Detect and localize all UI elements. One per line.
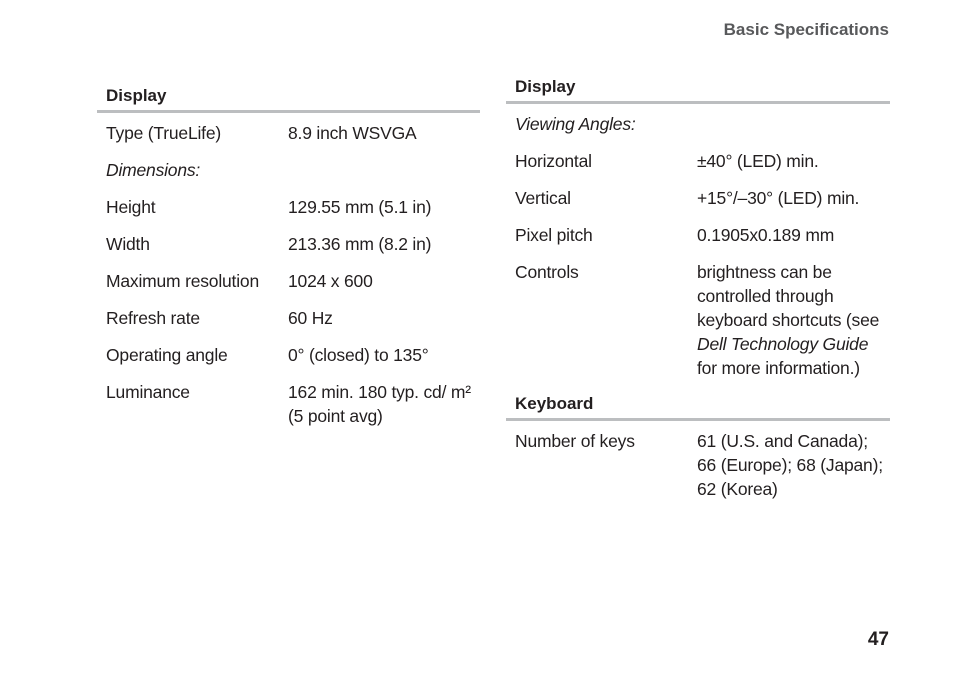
section-heading-keyboard: Keyboard — [506, 392, 890, 421]
spec-value: 8.9 inch WSVGA — [288, 123, 417, 143]
section-heading-display: Display — [97, 84, 480, 113]
spec-value: 1024 x 600 — [288, 271, 373, 291]
controls-text-end: for more information.) — [697, 358, 860, 378]
spec-row — [506, 112, 890, 149]
spec-label: Vertical — [515, 188, 571, 208]
spec-row — [97, 195, 480, 232]
page-header: Basic Specifications — [723, 20, 889, 39]
keyboard-spec-table — [506, 421, 890, 501]
spec-row — [506, 260, 890, 380]
spec-label: Refresh rate — [106, 308, 200, 328]
spec-label: Operating angle — [106, 345, 228, 365]
spec-value: 0° (closed) to 135° — [288, 345, 429, 365]
spec-label: Luminance — [106, 382, 190, 402]
spec-row — [97, 158, 480, 195]
section-heading-display: Display — [506, 75, 890, 104]
right-column — [506, 75, 890, 501]
spec-value — [288, 158, 480, 195]
spec-row — [97, 306, 480, 343]
spec-label: Width — [106, 234, 150, 254]
display-spec-table — [506, 104, 890, 380]
spec-value: +15°/–30° (LED) min. — [697, 188, 860, 208]
page-number: 47 — [867, 629, 889, 650]
display-spec-table — [97, 113, 480, 428]
spec-row — [97, 121, 480, 158]
spec-subheading: Viewing Angles: — [515, 114, 636, 134]
spec-row — [506, 186, 890, 223]
spec-label: Maximum resolution — [106, 271, 259, 291]
spec-row — [97, 343, 480, 380]
spec-row — [97, 269, 480, 306]
spec-value: 213.36 mm (8.2 in) — [288, 234, 432, 254]
spec-subheading: Dimensions: — [106, 160, 201, 180]
spec-value: 61 (U.S. and Canada); 66 (Europe); 68 (Japan); 62 (Korea) — [697, 431, 883, 499]
spec-label: Controls — [515, 262, 579, 282]
spec-row — [506, 429, 890, 501]
spec-value: 60 Hz — [288, 308, 333, 328]
spec-value: 0.1905x0.189 mm — [697, 225, 835, 245]
spec-value: ±40° (LED) min. — [697, 151, 819, 171]
spec-label: Height — [106, 197, 156, 217]
spec-value — [697, 112, 890, 149]
spec-value: 129.55 mm (5.1 in) — [288, 197, 432, 217]
spec-row — [506, 223, 890, 260]
spec-row — [506, 149, 890, 186]
spec-label: Horizontal — [515, 151, 592, 171]
spec-label: Pixel pitch — [515, 225, 593, 245]
spec-value — [697, 260, 890, 380]
spec-row — [97, 380, 480, 428]
document-reference: Dell Technology Guide — [697, 334, 869, 354]
spec-label: Type (TrueLife) — [106, 123, 222, 143]
spec-label: Number of keys — [515, 431, 635, 451]
controls-text: brightness can be controlled through keyboard shortcuts (see — [697, 262, 880, 330]
left-column — [97, 84, 480, 428]
spec-value: 162 min. 180 typ. cd/ m² (5 point avg) — [288, 382, 471, 426]
spec-row — [97, 232, 480, 269]
